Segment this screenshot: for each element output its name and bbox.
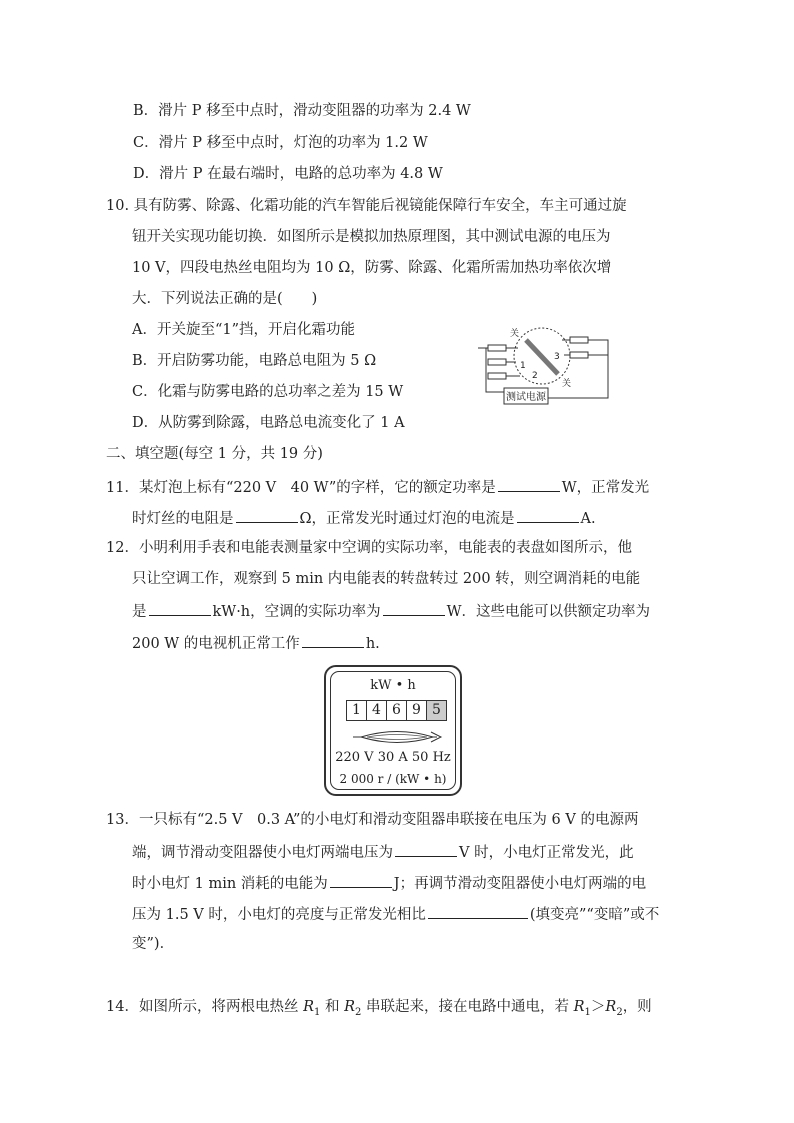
q10-stem-line1: 10. 具有防雾、除露、化霜功能的汽车智能后视镜能保障行车安全，车主可通过旋: [106, 198, 627, 214]
meter-digit-decimal: 5: [426, 700, 447, 721]
meter-spec-label: 220 V 30 A 50 Hz: [335, 750, 451, 765]
q10-option-d: D．从防雾到除露，电路总电流变化了 1 A: [132, 415, 405, 431]
q10-stem-line2: 钮开关实现功能切换．如图所示是模拟加热原理图，其中测试电源的电压为: [132, 229, 611, 245]
q10-option-b: B．开启防雾功能，电路总电阻为 5 Ω: [132, 353, 377, 369]
q13-blank-voltage[interactable]: [395, 841, 457, 857]
switch-pos-1: 1: [520, 361, 526, 371]
off-label-top: 关: [510, 329, 520, 339]
q9-option-d: D．滑片 P 在最右端时，电路的总功率为 4.8 W: [133, 166, 443, 182]
off-label-bottom: 关: [562, 379, 572, 389]
q13-blank-energy[interactable]: [330, 872, 392, 888]
meter-digit: 1: [346, 700, 367, 721]
meter-unit-label: kW • h: [370, 678, 416, 693]
q12-line2: 只让空调工作，观察到 5 min 内电能表的转盘转过 200 转，则空调消耗的电能: [132, 571, 641, 587]
q14-line1: 14．如图所示，将两根电热丝 $R_1$ 和 $R_2$ 串联起来，接在电路中通电，若 $R_1>R_2$，则: [106, 999, 652, 1018]
meter-digit-window: [347, 700, 447, 721]
section-2-heading: 二、填空题(每空 1 分，共 19 分): [106, 446, 323, 462]
q12-line1: 12．小明利用手表和电能表测量家中空调的实际功率，电能表的表盘如图所示，他: [106, 540, 632, 556]
q12-blank-energy[interactable]: [149, 600, 211, 616]
q11-line1: 11．某灯泡上标有“220 V 40 W”的字样，它的额定功率是 W，正常发光: [106, 476, 649, 498]
q13-line2: 端，调节滑动变阻器使小电灯两端电压为 V 时，小电灯正常发光，此: [132, 841, 634, 863]
q12-line4: 200 W 的电视机正常工作 h.: [132, 632, 380, 654]
switch-pos-2: 2: [532, 371, 538, 381]
q12-blank-power[interactable]: [383, 600, 445, 616]
meter-digit: 4: [366, 700, 387, 721]
q10-option-c: C．化霜与防雾电路的总功率之差为 15 W: [132, 384, 404, 400]
q9-option-b: B．滑片 P 移至中点时，滑动变阻器的功率为 2.4 W: [133, 103, 471, 119]
q11-blank-resistance[interactable]: [236, 507, 298, 523]
q13-line3: 时小电灯 1 min 消耗的电能为 J；再调节滑动变阻器使小电灯两端的电: [132, 872, 646, 894]
meter-rotating-disc-icon: [351, 728, 443, 746]
q12-line3: 是 kW·h，空调的实际功率为 W．这些电能可以供额定功率为: [132, 600, 650, 622]
heating-circuit-diagram: [478, 322, 614, 408]
meter-digit: 9: [406, 700, 427, 721]
q11-blank-current[interactable]: [517, 507, 579, 523]
q11-line2: 时灯丝的电阻是 Ω，正常发光时通过灯泡的电流是 A.: [132, 507, 596, 529]
q10-stem-line3: 10 V，四段电热丝电阻均为 10 Ω，防雾、除露、化霜所需加热功率依次增: [132, 260, 612, 276]
q12-blank-hours[interactable]: [302, 632, 364, 648]
switch-pos-3: 3: [554, 352, 560, 362]
q9-option-c: C．滑片 P 移至中点时，灯泡的功率为 1.2 W: [133, 135, 428, 151]
q13-line1: 13．一只标有“2.5 V 0.3 A”的小电灯和滑动变阻器串联接在电压为 6 V 的电源两: [106, 812, 639, 828]
q10-option-a: A．开关旋至“1”挡，开启化霜功能: [132, 322, 356, 338]
q13-line5: 变”)．: [132, 936, 175, 952]
q10-stem-line4: 大．下列说法正确的是( ): [132, 291, 318, 307]
q13-line4: 压为 1.5 V 时，小电灯的亮度与正常发光相比 (填变亮”“变暗”或不: [132, 903, 659, 925]
meter-digit: 6: [386, 700, 407, 721]
q13-blank-brightness[interactable]: [428, 903, 528, 919]
q11-blank-power[interactable]: [498, 476, 560, 492]
test-power-source-label: 测试电源: [506, 392, 546, 403]
meter-rate-label: 2 000 r / (kW • h): [339, 772, 447, 786]
electric-meter-figure: [324, 665, 462, 796]
